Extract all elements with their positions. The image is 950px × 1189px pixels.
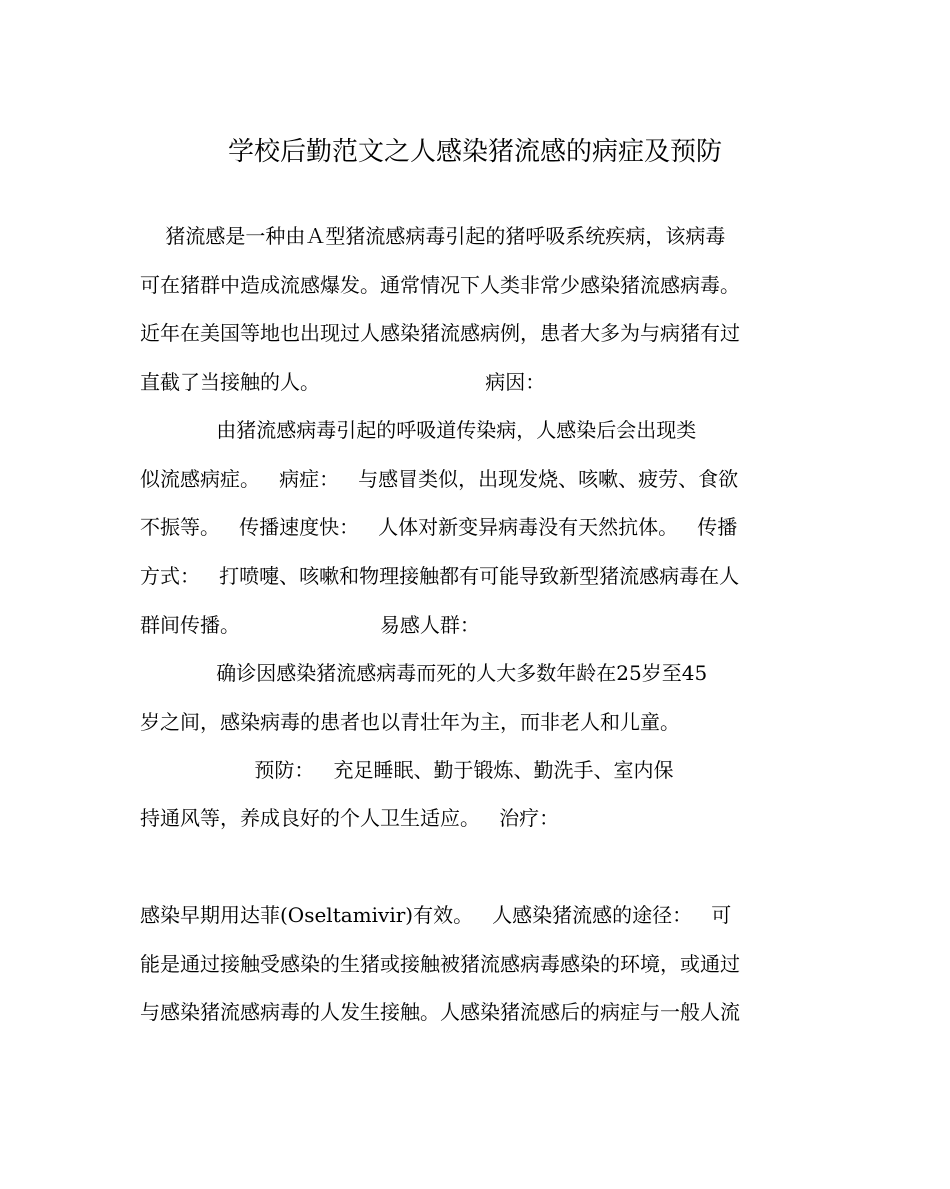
- body-line: 似流感病症。 病症： 与感冒类似，出现发烧、咳嗽、疲劳、食欲: [140, 467, 739, 491]
- body-line: 预防： 充足睡眠、勤于锻炼、勤洗手、室内保: [140, 758, 674, 782]
- body-line: 感染早期用达菲(Oseltamivir)有效。 人感染猪流感的途径： 可: [140, 903, 732, 927]
- body-line: 能是通过接触受感染的生猪或接触被猪流感病毒感染的环境，或通过: [140, 952, 740, 976]
- body-line: 与感染猪流感病毒的人发生接触。人感染猪流感后的病症与一般人流: [140, 1000, 740, 1024]
- body-line: 持通风等，养成良好的个人卫生适应。 治疗：: [140, 806, 560, 830]
- body-line: 猪流感是一种由Ａ型猪流感病毒引起的猪呼吸系统疾病，该病毒: [140, 224, 726, 248]
- body-line: 直截了当接触的人。 病因：: [140, 370, 546, 394]
- body-line: 由猪流感病毒引起的呼吸道传染病，人感染后会出现类: [140, 418, 697, 442]
- body-line: 可在猪群中造成流感爆发。通常情况下人类非常少感染猪流感病毒。: [140, 273, 740, 297]
- body-line: 岁之间，感染病毒的患者也以青壮年为主，而非老人和儿童。: [140, 710, 680, 734]
- document-title: 学校后勤范文之人感染猪流感的病症及预防: [227, 137, 722, 167]
- body-line: 方式： 打喷嚏、咳嗽和物理接触都有可能导致新型猪流感病毒在人: [140, 564, 740, 588]
- body-line: 不振等。 传播速度快： 人体对新变异病毒没有天然抗体。 传播: [140, 515, 738, 539]
- body-line: 确诊因感染猪流感病毒而死的人大多数年龄在25岁至45: [140, 661, 708, 685]
- body-line: 群间传播。 易感人群：: [140, 613, 480, 637]
- body-line: 近年在美国等地也出现过人感染猪流感病例，患者大多为与病猪有过: [140, 321, 740, 345]
